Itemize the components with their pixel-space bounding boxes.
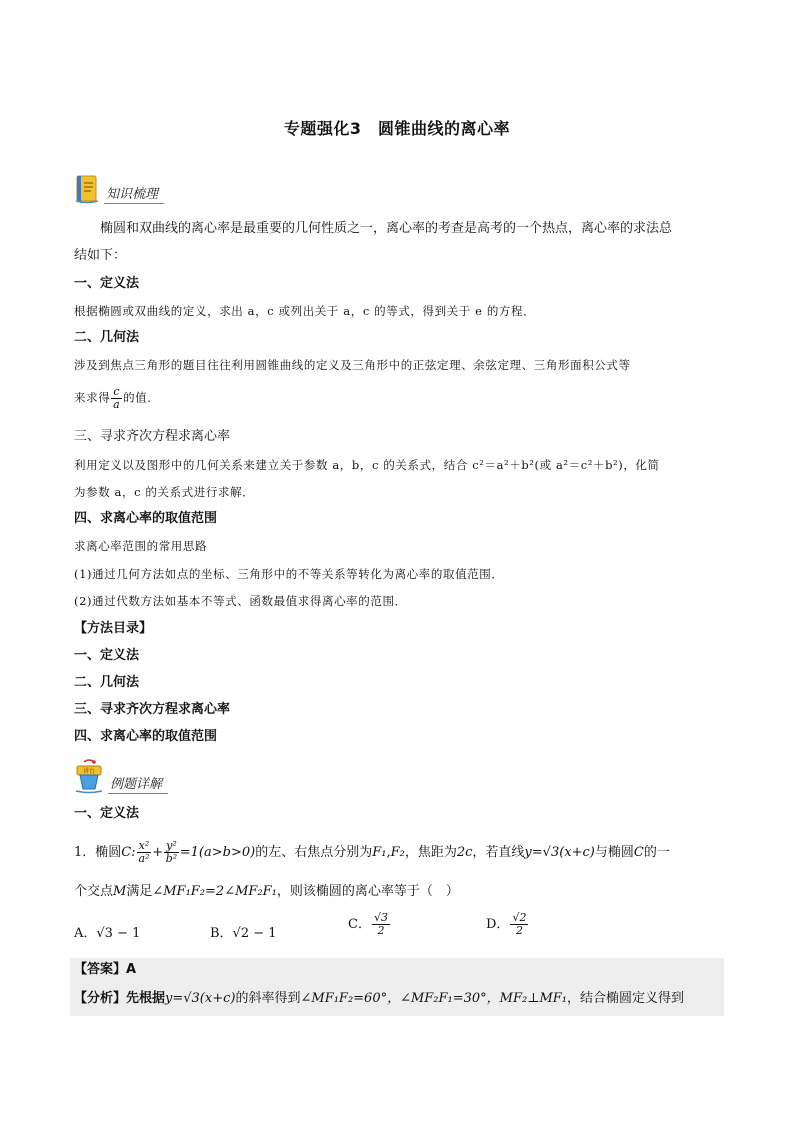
fraction-sqrt2-over-2: $\frac{√2}{2}$ xyxy=(512,911,527,937)
question-number: 1．椭圆 xyxy=(74,845,122,860)
method-directory-heading: 【方法目录】 xyxy=(74,621,153,636)
formula-line: y=√3(x+c) xyxy=(524,845,595,860)
text-segment: 【分析】先根据 xyxy=(74,991,166,1006)
directory-item: 一、定义法 xyxy=(74,648,140,663)
text-segment: 的值． xyxy=(123,390,160,405)
intro-line-2: 结如下： xyxy=(74,248,127,263)
book-icon xyxy=(74,174,100,204)
text-segment: 的一 xyxy=(643,845,670,860)
text-segment: 的左、右焦点分别为 xyxy=(255,845,373,860)
answer-text: 【答案】A xyxy=(74,962,137,977)
formula-angles: ∠MF₁F₂=60°，∠MF₂F₁=30°，MF₂⊥MF₁ xyxy=(300,991,567,1006)
directory-item: 四、求离心率的取值范围 xyxy=(74,729,218,744)
section-label: 例题详解 xyxy=(108,773,168,794)
text-segment: 的斜率得到 xyxy=(235,991,301,1006)
text-segment: 个交点 xyxy=(74,884,114,899)
fraction-c-over-a: $\frac{c}{a}$ xyxy=(113,385,121,411)
method4-text-2: (1)通过几何方法如点的坐标、三角形中的不等关系等转化为离心率的取值范围． xyxy=(74,567,504,581)
method3-text-1: 利用定义以及图形中的几何关系来建立关于参数 a，b，c 的关系式，结合 c²＝a²＋b²(或 a²＝c²＋b²)，化简 xyxy=(74,458,660,472)
text-segment: ，则该椭圆的离心率等于（ ） xyxy=(276,884,459,899)
fraction-sqrt3-over-2: $\frac{√3}{2}$ xyxy=(373,911,388,937)
question-line-1 xyxy=(74,838,724,868)
formula-angle: ∠MF₁F₂=2∠MF₂F₁ xyxy=(152,884,277,899)
method4-text-1: 求离心率范围的常用思路 xyxy=(74,539,208,553)
text-segment: ，结合椭圆定义得到 xyxy=(567,991,685,1006)
section-header-knowledge xyxy=(74,174,164,204)
formula-M: M xyxy=(113,884,127,899)
method2-text-1: 涉及到焦点三角形的题目往往利用圆锥曲线的定义及三角形中的正弦定理、余弦定理、三角形面积公式等 xyxy=(74,358,631,372)
text-segment: 满足 xyxy=(126,884,153,899)
method1-text: 根据椭圆或双曲线的定义，求出 a，c 或列出关于 a，c 的等式，得到关于 e 的方程． xyxy=(74,304,536,318)
text-segment: ，若直线 xyxy=(472,845,525,860)
text-segment: 来求得 xyxy=(74,390,111,405)
option-d xyxy=(486,912,529,937)
option-b: B．√2 − 1 xyxy=(210,926,277,941)
formula-foci: F₁,F₂ xyxy=(372,845,405,860)
formula-ellipse: C: $\frac{\text{x²}}{\text{a²}}$ + $\frac{\text{y²}}{\text{b²}}$ =1(a>b>0) xyxy=(121,839,256,865)
example-subheading: 一、定义法 xyxy=(74,806,140,821)
section-label: 知识梳理 xyxy=(104,183,164,204)
directory-item: 二、几何法 xyxy=(74,675,140,690)
text-segment: ，焦距为 xyxy=(404,845,457,860)
formula-line: y=√3(x+c) xyxy=(165,991,236,1006)
question-line-2 xyxy=(74,883,724,901)
method4-heading: 四、求离心率的取值范围 xyxy=(74,511,218,526)
page-title: 专题强化3 圆锥曲线的离心率 xyxy=(283,119,511,138)
text-segment: 与椭圆 xyxy=(594,845,634,860)
intro-line-1: 椭圆和双曲线的离心率是最重要的几何性质之一，离心率的考查是高考的一个热点，离心率的求法总 xyxy=(100,221,673,236)
method1-heading: 一、定义法 xyxy=(74,276,140,291)
method2-heading: 二、几何法 xyxy=(74,330,140,345)
option-a: A．√3 − 1 xyxy=(74,926,141,941)
method2-text-2 xyxy=(74,386,724,411)
analysis-text xyxy=(74,986,724,1012)
formula-2c: 2c xyxy=(456,845,473,860)
podium-icon xyxy=(74,758,104,794)
option-label: C． xyxy=(348,917,371,932)
method3-text-2: 为参数 a，c 的关系式进行求解． xyxy=(74,485,255,499)
method3-heading: 三、寻求齐次方程求离心率 xyxy=(74,429,231,444)
formula-C: C xyxy=(633,845,644,860)
podium-badge: 讲台 xyxy=(82,768,96,775)
directory-item: 三、寻求齐次方程求离心率 xyxy=(74,702,231,717)
section-header-examples xyxy=(74,758,168,794)
option-c xyxy=(348,912,391,937)
method4-text-3: (2)通过代数方法如基本不等式、函数最值求得离心率的范围． xyxy=(74,594,407,608)
option-label: D． xyxy=(486,917,510,932)
